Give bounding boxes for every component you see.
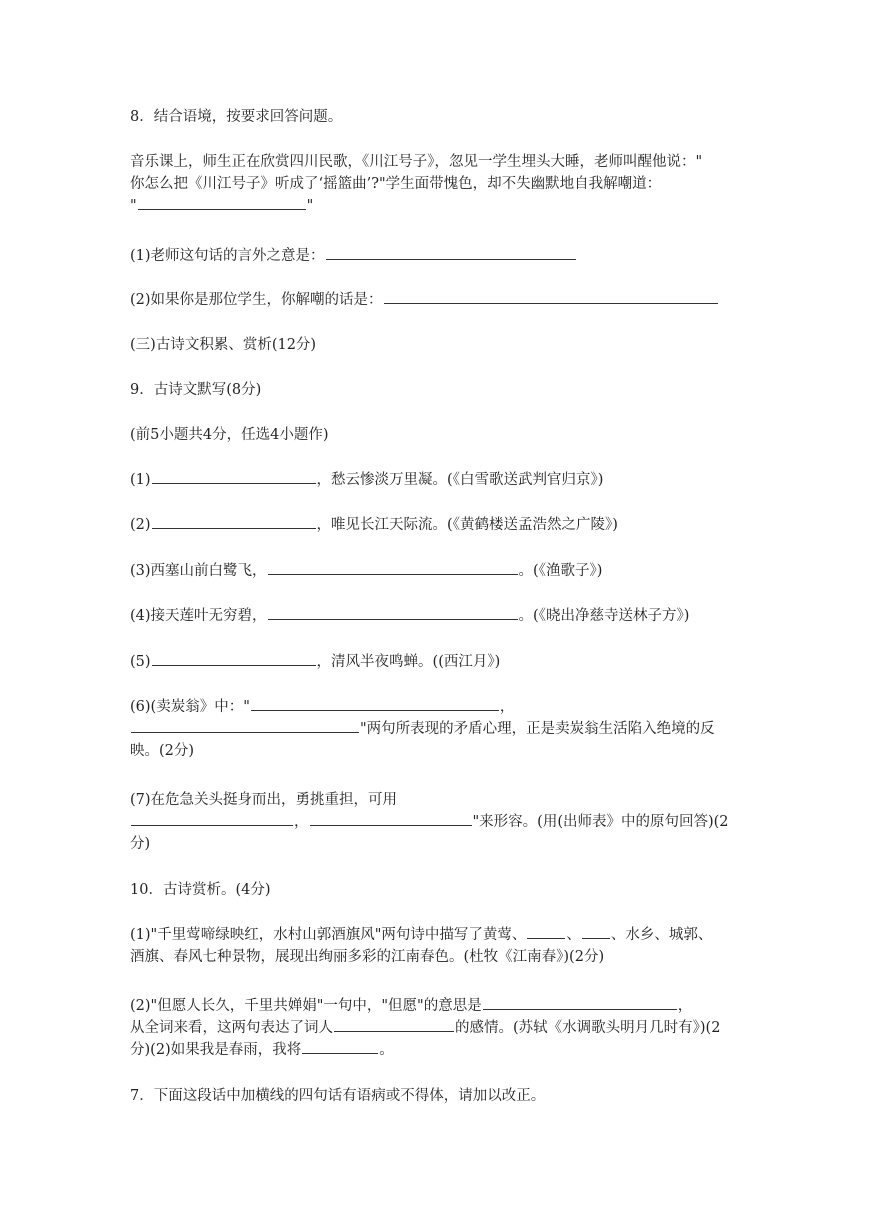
item-1-number: (1): [130, 472, 151, 488]
question-10-sub-2-line-3: [130, 1039, 738, 1061]
quote-open: ": [130, 198, 137, 214]
section-3-heading: (三)古诗文积累、赏析(12分): [130, 337, 317, 353]
sub-2-text: (2)"但愿人长久，千里共婵娟"一句中，"但愿"的意思是: [130, 998, 482, 1014]
question-8-sub-1: [130, 245, 738, 267]
question-10-sub-2-line-2: [130, 1017, 738, 1039]
question-9-item-5: [130, 651, 738, 673]
sub-2-text-4: 分)(2)如果我是春雨，我将: [130, 1042, 302, 1058]
question-9-item-6-line-2: [130, 718, 738, 740]
answer-blank-9-3[interactable]: [268, 560, 518, 575]
question-10-title: 10．古诗赏析。(4分): [130, 882, 271, 898]
question-9-item-6-line-1: [130, 696, 738, 718]
question-9-item-3: [130, 560, 738, 582]
question-10-sub-2-line-1: [130, 995, 738, 1017]
question-9-item-2: [130, 514, 738, 536]
item-7-comma: ，: [294, 814, 309, 830]
answer-blank-9-6b[interactable]: [131, 718, 359, 733]
question-8-title: 8．结合语境，按要求回答问题。: [130, 109, 343, 125]
question-9-note: (前5小题共4分，任选4小题作): [130, 427, 329, 443]
item-6-rest: "两句所表现的矛盾心理，正是卖炭翁生活陷入绝境的反: [360, 721, 715, 737]
item-2-number: (2): [130, 517, 151, 533]
answer-blank-implication[interactable]: [326, 245, 576, 260]
answer-blank-10-2c[interactable]: [302, 1039, 378, 1054]
question-10-sub-1-line-1: [130, 924, 738, 946]
question-9-title: 9．古诗文默写(8分): [130, 382, 262, 398]
answer-blank-selfmock[interactable]: [384, 289, 718, 304]
answer-blank-10-2b[interactable]: [334, 1017, 454, 1032]
answer-blank-9-1[interactable]: [152, 469, 316, 484]
sub-2-text-2: 从全词来看，这两句表达了词人: [130, 1020, 333, 1036]
question-9-item-6-line-3: 映。(2分): [130, 743, 195, 759]
question-8-context-line-3: [130, 195, 738, 217]
sub-2-comma: ，: [677, 998, 693, 1014]
sub-2-label: (2)如果你是那位学生，你解嘲的话是：: [130, 292, 383, 308]
item-5-number: (5): [130, 654, 151, 670]
sub-2-text-3: 的感情。(苏轼《水调歌头明月几时有》)(2: [455, 1020, 721, 1036]
sub-1-label: (1)老师这句话的言外之意是：: [130, 248, 325, 264]
answer-blank-9-6a[interactable]: [251, 696, 499, 711]
question-8-context-line-1: 音乐课上，师生正在欣赏四川民歌，《川江号子》，忽见一学生埋头大睡，老师叫醒他说：": [130, 154, 703, 170]
answer-blank-9-7a[interactable]: [131, 811, 293, 826]
answer-blank-joke[interactable]: [138, 195, 306, 210]
question-9-item-1: [130, 469, 738, 491]
question-10-sub-1-line-2: 酒旗、春风七种景物，展现出绚丽多彩的江南春色。(杜牧《江南春》)(2分): [130, 949, 605, 965]
item-4-source: 。(《晓出净慈寺送林子方》): [518, 608, 690, 624]
answer-blank-9-4[interactable]: [268, 605, 518, 620]
item-7-rest: "来形容。(用(出师表》中的原句回答)(2: [472, 814, 729, 830]
item-4-text: (4)接天莲叶无穷碧，: [130, 608, 267, 624]
question-9-item-7-line-3: 分): [130, 836, 151, 852]
answer-blank-9-7b[interactable]: [310, 811, 472, 826]
question-9-item-7-line-1: (7)在危急关头挺身而出，勇挑重担，可用: [130, 792, 398, 808]
answer-blank-10-1b[interactable]: [582, 924, 610, 939]
question-7-title: 7．下面这段话中加横线的四句话有语病或不得体，请加以改正。: [130, 1088, 546, 1104]
question-9-item-7-line-2: [130, 811, 738, 833]
item-5-text: ，清风半夜鸣蝉。((西江月》): [316, 654, 501, 670]
question-8-context-line-2: 你怎么把《川江号子》听成了‘摇篮曲’?"学生面带愧色，却不失幽默地自我解嘲道：: [130, 176, 662, 192]
sub-1-text-end: 、水乡、城郭、: [610, 927, 713, 943]
sub-2-period: 。: [379, 1042, 394, 1058]
answer-blank-10-2a[interactable]: [483, 995, 677, 1010]
item-1-text: ，愁云惨淡万里凝。(《白雪歌送武判官归京》): [316, 472, 604, 488]
item-6-text: (6)(卖炭翁》中：": [130, 699, 250, 715]
item-2-text: ，唯见长江天际流。(《黄鹤楼送孟浩然之广陵》): [316, 517, 618, 533]
sub-1-text: (1)"千里莺啼绿映红，水村山郭酒旗风"两句诗中描写了黄莺、: [130, 927, 527, 943]
question-9-item-4: [130, 605, 738, 627]
answer-blank-9-5[interactable]: [152, 651, 316, 666]
question-8-sub-2: [130, 289, 738, 311]
sub-1-sep: 、: [566, 927, 581, 943]
item-3-text: (3)西塞山前白鹭飞，: [130, 563, 267, 579]
answer-blank-10-1a[interactable]: [527, 924, 565, 939]
item-6-comma: ，: [499, 699, 515, 715]
answer-blank-9-2[interactable]: [152, 514, 316, 529]
quote-close: ": [306, 198, 314, 214]
item-3-source: 。(《渔歌子》): [518, 563, 603, 579]
